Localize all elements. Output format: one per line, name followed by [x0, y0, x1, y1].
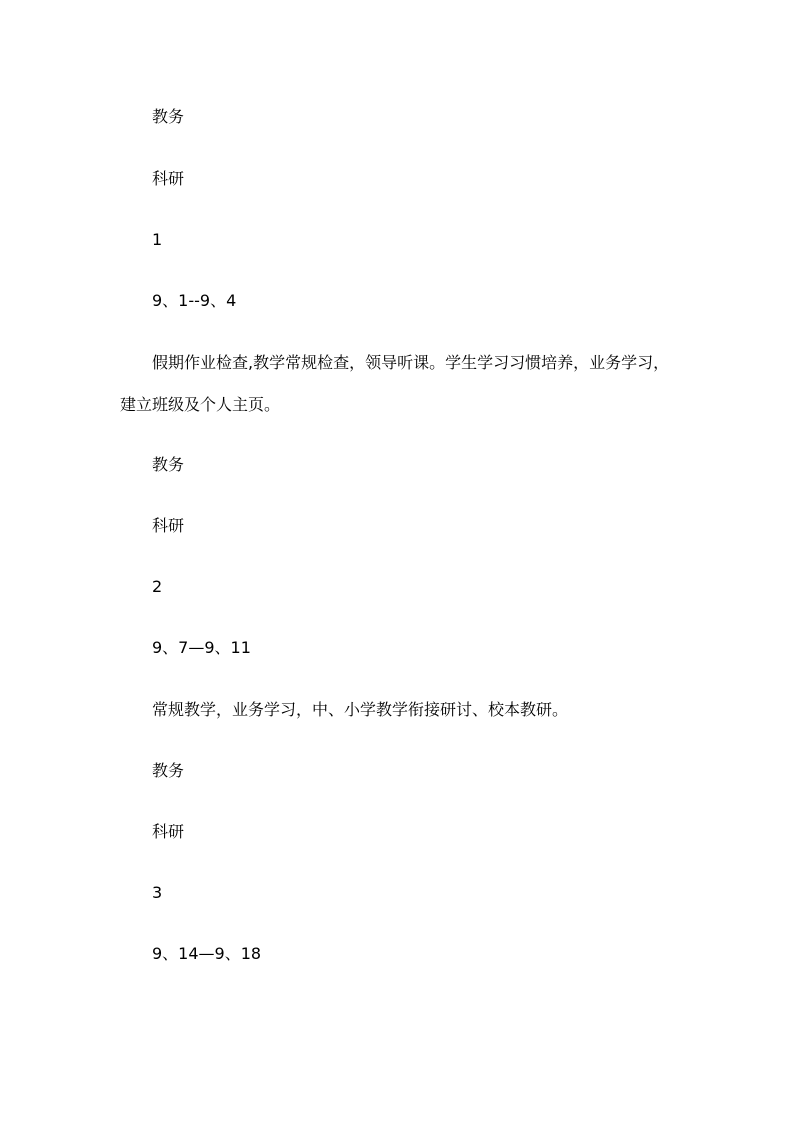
date-range: 9、14—9、18: [152, 944, 262, 963]
department-label: 教务: [152, 761, 185, 780]
date-range: 9、1--9、4: [152, 291, 237, 310]
task-description: 常规教学，业务学习，中、小学教学衔接研讨、校本教研。: [152, 700, 569, 719]
department-label: 教务: [152, 107, 185, 126]
task-description: 假期作业检查,教学常规检查，领导听课。学生学习习惯培养，业务学习，: [152, 353, 670, 372]
week-number: 2: [152, 577, 163, 596]
task-description-continued: 建立班级及个人主页。: [120, 395, 281, 414]
category-label: 科研: [152, 516, 185, 535]
week-number: 1: [152, 230, 163, 249]
week-number: 3: [152, 883, 163, 902]
category-label: 科研: [152, 169, 185, 188]
category-label: 科研: [152, 822, 185, 841]
date-range: 9、7—9、11: [152, 638, 251, 657]
department-label: 教务: [152, 455, 185, 474]
